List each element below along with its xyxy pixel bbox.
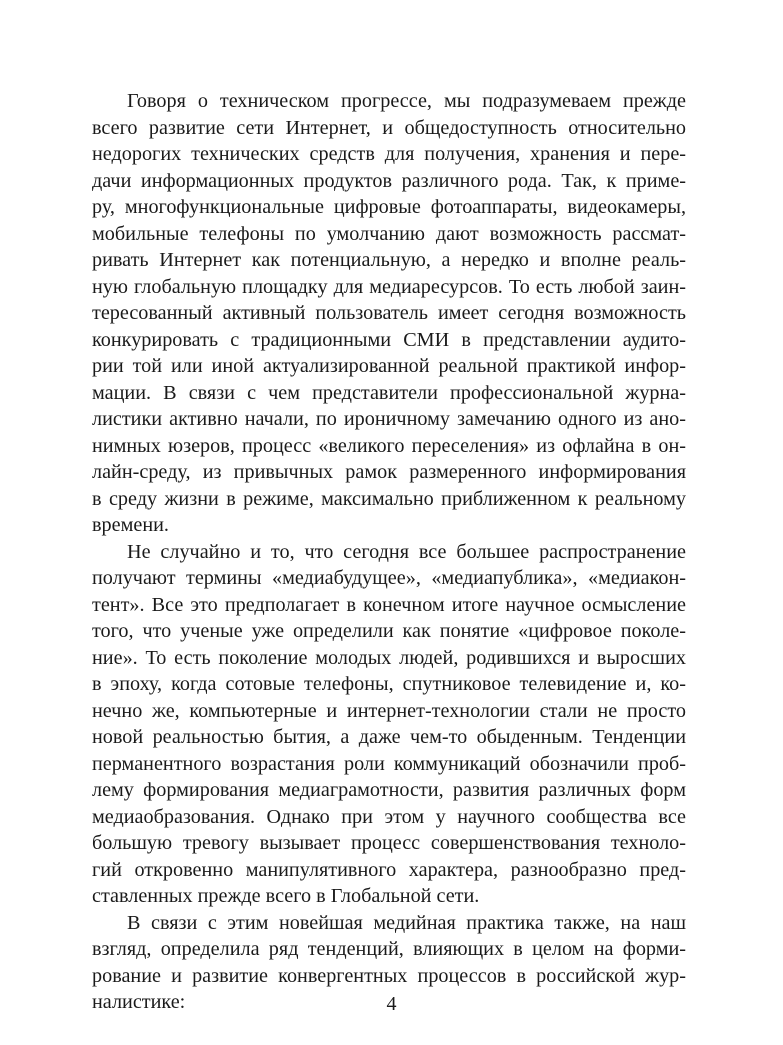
paragraph [92, 88, 686, 539]
text-line: В связи с этим новейшая медийная практика также, на наш [127, 911, 686, 934]
text-line: налистике: [92, 991, 186, 1013]
text-line: перманентного возрастания роли коммуникаций обозначили проб- [92, 752, 686, 775]
text-line: взгляд, определила ряд тенденций, влияющих в целом на форми- [92, 938, 686, 960]
text-line: мобильные телефоны по умолчанию дают возможность рассмат- [92, 222, 686, 245]
text-line: рии той или иной актуализированной реальной практикой инфор- [92, 355, 686, 377]
text-line: времени. [92, 514, 169, 536]
text-line: конкурировать с традиционными СМИ в представлении аудито- [92, 328, 686, 351]
text-line: дачи информационных продуктов различного рода. Так, к приме- [92, 169, 686, 192]
text-line: в среду жизни в режиме, максимально приближенном к реальному [92, 487, 686, 510]
page-number: 4 [386, 993, 397, 1015]
text-line: всего развитие сети Интернет, и общедоступность относительно [92, 116, 686, 139]
text-line: недорогих технических средств для получения, хранения и пере- [92, 143, 686, 165]
text-line: нимных юзеров, процесс «великого переселения» из офлайна в он- [92, 434, 686, 457]
text-line: большую тревогу вызывает процесс совершенствования техноло- [92, 832, 686, 854]
text-line: медиаобразования. Однако при этом у научного сообщества все [92, 805, 686, 828]
text-line: того, что ученые уже определили как понятие «цифровое поколе- [92, 620, 686, 642]
text-line: ставленных прежде всего в Глобальной сети. [92, 885, 480, 907]
text-line: в эпоху, когда сотовые телефоны, спутниковое телевидение и, ко- [92, 673, 686, 695]
text-line: ние». То есть поколение молодых людей, родившихся и выросших [92, 646, 686, 669]
text-line: рование и развитие конвергентных процессов в российской жур- [92, 964, 686, 987]
text-line: тересованный активный пользователь имеет сегодня возможность [92, 302, 686, 324]
body-text [92, 88, 686, 1016]
text-line: Не случайно и то, что сегодня все большее распространение [127, 540, 686, 563]
text-line: ривать Интернет как потенциальную, а нередко и вполне реаль- [92, 249, 686, 271]
text-line: нечно же, компьютерные и интернет-технологии стали не просто [92, 699, 686, 722]
text-line: лему формирования медиаграмотности, развития различных форм [92, 779, 686, 801]
text-line: гий откровенно манипулятивного характера, разнообразно пред- [92, 858, 686, 881]
text-line: новой реальностью бытия, а даже чем-то обыденным. Тенденции [92, 726, 686, 748]
paragraph [92, 539, 686, 910]
text-line: ную глобальную площадку для медиаресурсов. То есть любой заин- [92, 275, 686, 298]
text-line: получают термины «медиабудущее», «медиапублика», «медиакон- [92, 567, 686, 589]
text-line: ру, многофункциональные цифровые фотоаппараты, видеокамеры, [92, 196, 686, 218]
text-line: мации. В связи с чем представители профессиональной журна- [92, 381, 686, 404]
text-line: листики активно начали, по ироничному замечанию одного из ано- [92, 408, 686, 430]
text-line: лайн-среду, из привычных рамок размеренного информирования [92, 461, 686, 483]
text-line: тент». Все это предполагает в конечном итоге научное осмысление [92, 593, 686, 616]
text-line: Говоря о техническом прогрессе, мы подразумеваем прежде [127, 90, 686, 112]
